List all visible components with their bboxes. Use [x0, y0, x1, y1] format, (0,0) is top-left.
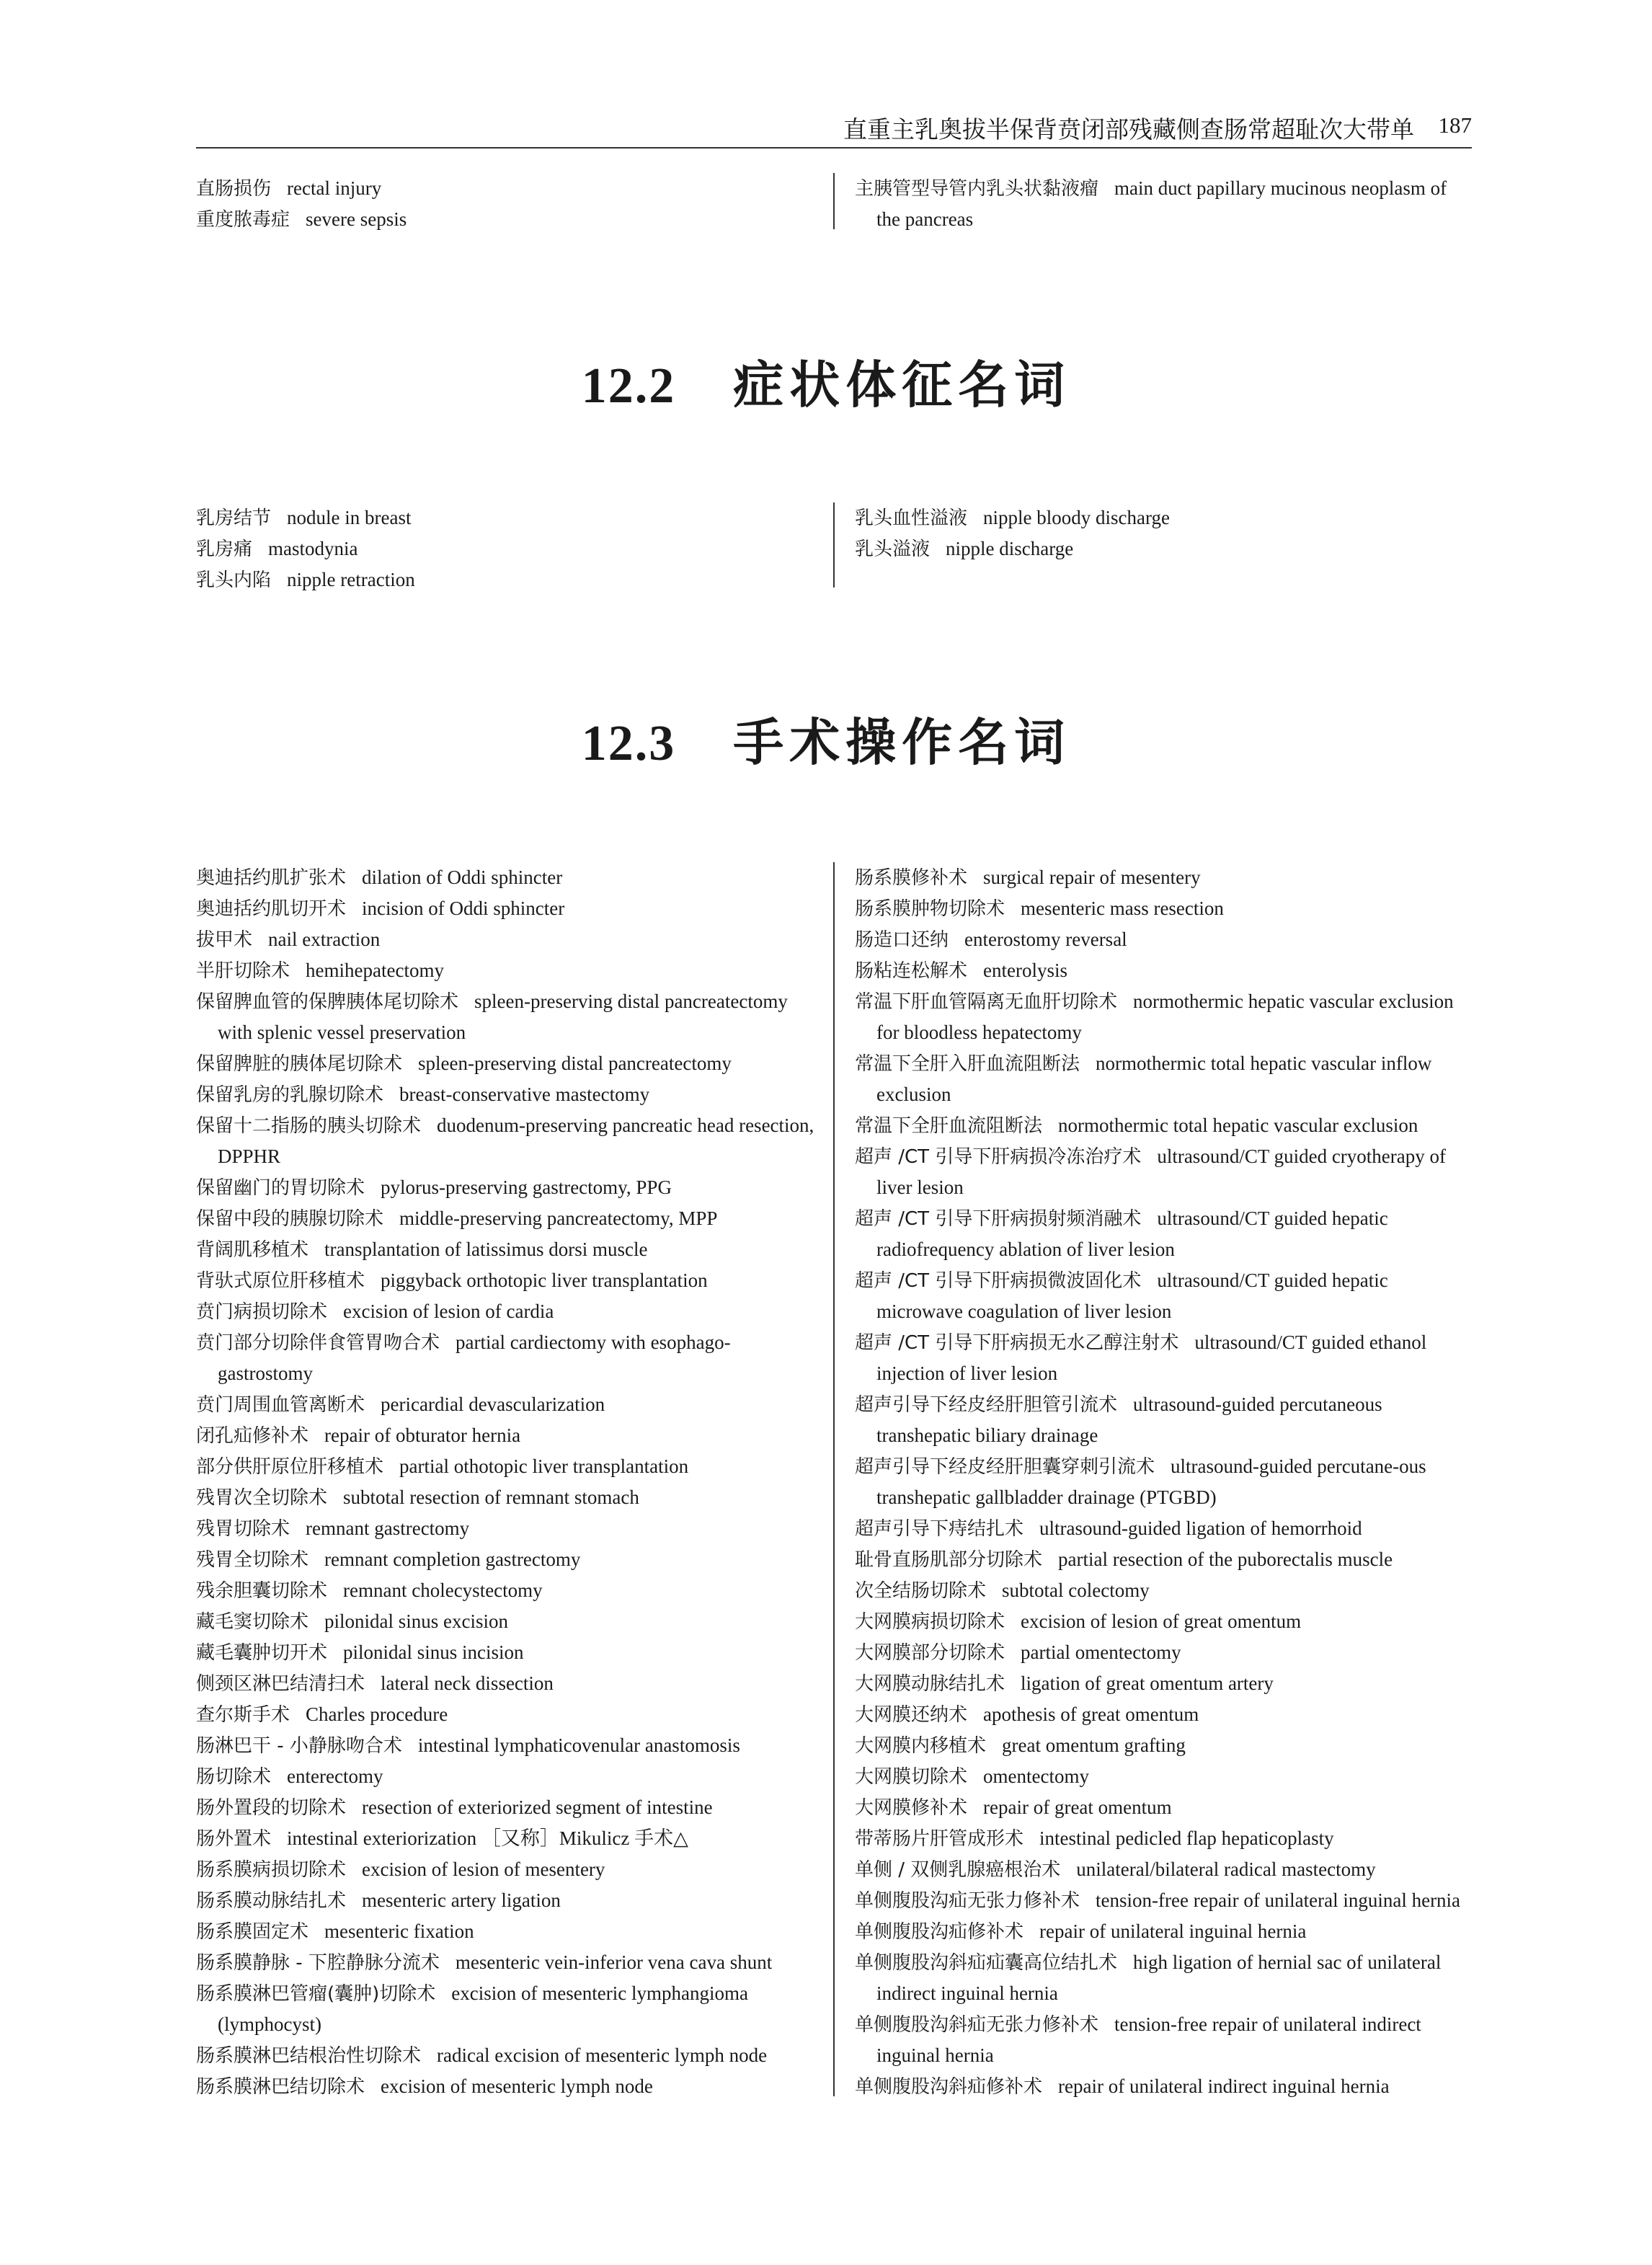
term-chinese: 闭孔疝修补术: [196, 1425, 309, 1447]
term-chinese: 肠外置术: [196, 1828, 272, 1850]
term-chinese: 肠淋巴干 - 小静脉吻合术: [196, 1735, 402, 1757]
term-entry: [196, 1327, 816, 1389]
term-chinese: 超声 /CT 引导下肝病损冷冻治疗术: [855, 1146, 1142, 1168]
term-chinese: 耻骨直肠肌部分切除术: [855, 1549, 1043, 1571]
term-english: high ligation of hernial sac of unilateral indirect inguinal hernia: [876, 1951, 1442, 2004]
term-entry: [196, 1575, 816, 1606]
section-12-3-right-column: [833, 862, 1472, 2096]
term-english: ultrasound-guided ligation of hemorrhoid: [1039, 1517, 1362, 1539]
term-entry: [196, 1761, 816, 1792]
term-chinese: 常温下肝血管隔离无血肝切除术: [855, 991, 1118, 1013]
term-entry: [855, 1761, 1472, 1792]
term-chinese: 超声引导下经皮经肝胆囊穿刺引流术: [855, 1456, 1155, 1478]
term-entry: [855, 1141, 1472, 1203]
term-entry: [196, 986, 816, 1048]
section-number: 12.3: [581, 716, 676, 771]
term-english: enterostomy reversal: [964, 928, 1127, 950]
term-english: mesenteric artery ligation: [362, 1889, 561, 1911]
term-chinese: 查尔斯手术: [196, 1704, 290, 1726]
term-english: pericardial devascularization: [381, 1393, 605, 1415]
term-chinese: 超声 /CT 引导下肝病损微波固化术: [855, 1270, 1142, 1292]
term-entry: [855, 1730, 1472, 1761]
term-entry: [855, 986, 1472, 1048]
term-chinese: 背驮式原位肝移植术: [196, 1270, 365, 1292]
term-entry: [855, 1389, 1472, 1451]
term-entry: [196, 2040, 816, 2071]
term-entry: [196, 533, 816, 564]
term-entry: [196, 893, 816, 924]
term-english: main duct papillary mucinous neoplasm of the pancreas: [876, 177, 1447, 230]
term-chinese: 超声 /CT 引导下肝病损无水乙醇注射术: [855, 1332, 1179, 1354]
term-english: mesenteric vein-inferior vena cava shunt: [455, 1951, 773, 1973]
term-entry: [855, 1265, 1472, 1327]
term-entry: [196, 1947, 816, 1978]
term-chinese: 超声引导下痔结扎术: [855, 1518, 1024, 1540]
term-english: tension-free repair of unilateral inguinal hernia: [1096, 1889, 1461, 1911]
term-english: repair of obturator hernia: [324, 1424, 521, 1446]
term-chinese: 奥迪括约肌切开术: [196, 898, 347, 920]
term-chinese: 单侧腹股沟疝无张力修补术: [855, 1890, 1080, 1912]
term-chinese: 单侧腹股沟斜疝疝囊高位结扎术: [855, 1952, 1118, 1974]
term-english: repair of unilateral indirect inguinal hernia: [1058, 2075, 1390, 2097]
term-entry: [855, 1544, 1472, 1575]
term-entry: [196, 1885, 816, 1916]
term-chinese: 肠系膜动脉结扎术: [196, 1890, 347, 1912]
term-english: partial resection of the puborectalis muscle: [1058, 1548, 1393, 1570]
term-entry: [855, 1854, 1472, 1885]
term-chinese: 常温下全肝血流阻断法: [855, 1115, 1043, 1137]
term-chinese: 肠系膜固定术: [196, 1921, 309, 1943]
term-english: ultrasound-guided percutaneous transhepatic biliary drainage: [876, 1393, 1382, 1446]
term-entry: [855, 1668, 1472, 1699]
term-english: spleen-preserving distal pancreatectomy: [418, 1052, 732, 1074]
term-english: hemihepatectomy: [306, 959, 444, 981]
section-12-3-heading: [0, 702, 1652, 775]
term-entry: [196, 204, 816, 235]
term-entry: [196, 1978, 816, 2040]
term-entry: [196, 1544, 816, 1575]
term-entry: [855, 1606, 1472, 1637]
term-english: enterolysis: [983, 959, 1067, 981]
term-english: lateral neck dissection: [381, 1672, 554, 1694]
term-english: resection of exteriorized segment of intestine: [362, 1796, 713, 1818]
term-entry: [196, 1420, 816, 1451]
term-entry: [196, 1637, 816, 1668]
term-english: great omentum grafting: [1002, 1734, 1186, 1756]
term-english: incision of Oddi sphincter: [362, 897, 565, 919]
running-header-title: 直重主乳奥拔半保背贲闭部残藏侧查肠常超耻次大带单: [843, 115, 1414, 143]
term-entry: [196, 955, 816, 986]
term-english: pilonidal sinus excision: [324, 1610, 508, 1632]
term-english: subtotal resection of remnant stomach: [343, 1486, 639, 1508]
term-chinese: 常温下全肝入肝血流阻断法: [855, 1053, 1080, 1075]
term-english: mesenteric fixation: [324, 1920, 474, 1942]
term-chinese: 残胃切除术: [196, 1518, 290, 1540]
term-entry: [855, 862, 1472, 893]
term-english: middle-preserving pancreatectomy, MPP: [399, 1207, 718, 1229]
term-chinese: 超声引导下经皮经肝胆管引流术: [855, 1394, 1118, 1416]
term-entry: [196, 924, 816, 955]
term-entry: [855, 1947, 1472, 2009]
term-english: intestinal lymphaticovenular anastomosis: [417, 1734, 740, 1756]
term-entry: [855, 173, 1472, 235]
term-entry: [855, 2071, 1472, 2102]
term-english: remnant gastrectomy: [306, 1517, 470, 1539]
term-chinese: 贲门周围血管离断术: [196, 1394, 365, 1416]
term-chinese: 单侧 / 双侧乳腺癌根治术: [855, 1859, 1061, 1881]
term-english: remnant cholecystectomy: [343, 1579, 543, 1601]
term-entry: [196, 1265, 816, 1296]
term-english: nipple discharge: [946, 538, 1074, 559]
top-block-right-column: [833, 173, 1472, 229]
term-chinese: 肠系膜淋巴结根治性切除术: [196, 2045, 422, 2067]
term-chinese: 肠系膜静脉 - 下腔静脉分流术: [196, 1952, 440, 1974]
term-entry: [196, 1172, 816, 1203]
term-chinese: 保留脾脏的胰体尾切除术: [196, 1053, 403, 1075]
term-english: partial omentectomy: [1021, 1641, 1181, 1663]
term-entry: [855, 955, 1472, 986]
term-english: ultrasound/CT guided hepatic microwave coagulation of liver lesion: [876, 1269, 1388, 1322]
term-chinese: 奥迪括约肌扩张术: [196, 867, 347, 889]
term-english: rectal injury: [287, 177, 382, 199]
term-chinese: 肠系膜淋巴管瘤(囊肿)切除术: [196, 1983, 436, 2005]
term-english: spleen-preserving distal pancreatectomy with splenic vessel preservation: [218, 990, 788, 1043]
term-entry: [196, 1606, 816, 1637]
term-entry: [855, 502, 1472, 533]
term-chinese: 侧颈区淋巴结清扫术: [196, 1673, 365, 1695]
term-entry: [855, 1203, 1472, 1265]
term-english: surgical repair of mesentery: [983, 866, 1201, 888]
term-entry: [855, 1792, 1472, 1823]
term-entry: [196, 1203, 816, 1234]
term-chinese: 部分供肝原位肝移植术: [196, 1456, 384, 1478]
term-entry: [855, 1885, 1472, 1916]
term-english: dilation of Oddi sphincter: [362, 866, 563, 888]
term-entry: [196, 502, 816, 533]
term-chinese: 保留乳房的乳腺切除术: [196, 1084, 384, 1106]
term-entry: [855, 1513, 1472, 1544]
term-english: enterectomy: [287, 1765, 383, 1787]
term-chinese: 肠切除术: [196, 1766, 272, 1788]
term-entry: [855, 924, 1472, 955]
term-english: apothesis of great omentum: [983, 1703, 1199, 1725]
term-chinese: 乳房结节: [196, 507, 272, 529]
term-chinese: 超声 /CT 引导下肝病损射频消融术: [855, 1208, 1142, 1230]
term-entry: [196, 1048, 816, 1079]
term-chinese: 肠粘连松解术: [855, 960, 968, 982]
term-chinese: 半肝切除术: [196, 960, 290, 982]
term-english: ultrasound/CT guided ethanol injection of liver lesion: [876, 1331, 1427, 1384]
term-chinese: 大网膜内移植术: [855, 1735, 987, 1757]
term-entry: [196, 2071, 816, 2102]
term-chinese: 残胃全切除术: [196, 1549, 309, 1571]
term-chinese: 保留十二指肠的胰头切除术: [196, 1115, 422, 1137]
term-entry: [196, 1823, 816, 1854]
term-entry: [196, 1296, 816, 1327]
term-english: excision of lesion of mesentery: [362, 1858, 605, 1880]
term-english: mastodynia: [268, 538, 358, 559]
running-header: [196, 107, 1472, 149]
term-entry: [196, 173, 816, 204]
term-english: omentectomy: [983, 1765, 1089, 1787]
term-chinese: 乳房痛: [196, 538, 253, 560]
term-english: ligation of great omentum artery: [1021, 1672, 1274, 1694]
term-entry: [196, 1854, 816, 1885]
term-english: normothermic total hepatic vascular inflow exclusion: [876, 1052, 1432, 1105]
term-chinese: 肠系膜病损切除术: [196, 1859, 347, 1881]
term-chinese: 贲门病损切除术: [196, 1301, 328, 1323]
term-english: ultrasound/CT guided cryotherapy of liver lesion: [876, 1145, 1446, 1198]
term-chinese: 肠系膜修补术: [855, 867, 968, 889]
term-chinese: 重度脓毒症: [196, 209, 290, 231]
term-chinese: 大网膜修补术: [855, 1797, 968, 1819]
term-english: duodenum-preserving pancreatic head resection, DPPHR: [218, 1114, 814, 1167]
term-english: severe sepsis: [306, 208, 407, 230]
term-english: breast-conservative mastectomy: [399, 1083, 650, 1105]
term-chinese: 大网膜部分切除术: [855, 1642, 1005, 1664]
term-entry: [196, 1482, 816, 1513]
section-title: 手术操作名词: [733, 712, 1071, 772]
term-english: radical excision of mesenteric lymph node: [437, 2044, 768, 2066]
page-number: 187: [1438, 112, 1472, 138]
term-english: intestinal exteriorization ［又称］Mikulicz 手术△: [287, 1827, 688, 1849]
term-english: transplantation of latissimus dorsi muscle: [324, 1238, 648, 1260]
term-english: partial cardiectomy with esophago-gastrostomy: [218, 1331, 731, 1384]
term-chinese: 肠造口还纳: [855, 929, 949, 951]
term-entry: [855, 893, 1472, 924]
section-12-2-right-column: [833, 502, 1472, 588]
term-chinese: 乳头血性溢液: [855, 507, 968, 529]
term-chinese: 肠外置段的切除术: [196, 1797, 347, 1819]
term-chinese: 直肠损伤: [196, 178, 272, 200]
term-chinese: 次全结肠切除术: [855, 1580, 987, 1602]
term-entry: [855, 533, 1472, 564]
term-entry: [196, 1451, 816, 1482]
term-english: piggyback orthotopic liver transplantation: [381, 1269, 708, 1291]
term-chinese: 乳头溢液: [855, 538, 931, 560]
section-12-2-left-column: [196, 502, 816, 595]
term-chinese: 藏毛囊肿切开术: [196, 1642, 328, 1664]
section-12-2-heading: [0, 345, 1652, 417]
term-entry: [855, 1575, 1472, 1606]
term-english: pylorus-preserving gastrectomy, PPG: [381, 1176, 672, 1198]
term-chinese: 保留脾血管的保脾胰体尾切除术: [196, 991, 459, 1013]
term-entry: [855, 1916, 1472, 1947]
term-english: excision of lesion of cardia: [343, 1300, 554, 1322]
term-entry: [196, 1110, 816, 1172]
term-english: ultrasound-guided percutane-ous transhepatic gallbladder drainage (PTGBD): [876, 1455, 1426, 1508]
term-english: Charles procedure: [306, 1703, 448, 1725]
term-chinese: 带蒂肠片肝管成形术: [855, 1828, 1024, 1850]
term-english: excision of mesenteric lymphangioma (lymphocyst): [218, 1982, 748, 2035]
term-english: nail extraction: [268, 928, 381, 950]
term-english: excision of mesenteric lymph node: [381, 2075, 653, 2097]
term-english: normothermic hepatic vascular exclusion for bloodless hepatectomy: [876, 990, 1454, 1043]
term-chinese: 乳头内陷: [196, 569, 272, 591]
term-english: unilateral/bilateral radical mastectomy: [1076, 1858, 1376, 1880]
term-english: repair of great omentum: [983, 1796, 1172, 1818]
term-entry: [196, 1668, 816, 1699]
term-entry: [855, 1823, 1472, 1854]
section-12-3-left-column: [196, 862, 816, 2102]
term-chinese: 肠系膜肿物切除术: [855, 898, 1005, 920]
term-chinese: 藏毛窦切除术: [196, 1611, 309, 1633]
term-entry: [196, 1513, 816, 1544]
term-entry: [855, 1327, 1472, 1389]
term-chinese: 单侧腹股沟斜疝无张力修补术: [855, 2014, 1099, 2036]
term-entry: [196, 1699, 816, 1730]
section-title: 症状体征名词: [733, 355, 1071, 415]
term-english: ultrasound/CT guided hepatic radiofrequency ablation of liver lesion: [876, 1207, 1388, 1260]
term-english: intestinal pedicled flap hepaticoplasty: [1039, 1827, 1334, 1849]
term-entry: [855, 1451, 1472, 1513]
term-english: pilonidal sinus incision: [343, 1641, 524, 1663]
section-number: 12.2: [581, 358, 676, 414]
term-entry: [855, 1637, 1472, 1668]
term-chinese: 单侧腹股沟斜疝修补术: [855, 2076, 1043, 2098]
term-english: tension-free repair of unilateral indirect inguinal hernia: [876, 2013, 1421, 2066]
term-chinese: 大网膜动脉结扎术: [855, 1673, 1005, 1695]
term-entry: [196, 1389, 816, 1420]
term-chinese: 主胰管型导管内乳头状黏液瘤: [855, 178, 1099, 200]
term-english: repair of unilateral inguinal hernia: [1039, 1920, 1307, 1942]
term-entry: [196, 1730, 816, 1761]
term-chinese: 肠系膜淋巴结切除术: [196, 2076, 365, 2098]
term-entry: [855, 1699, 1472, 1730]
term-english: mesenteric mass resection: [1021, 897, 1224, 919]
term-entry: [196, 1079, 816, 1110]
term-english: nipple retraction: [287, 569, 415, 590]
term-english: excision of lesion of great omentum: [1021, 1610, 1302, 1632]
term-entry: [855, 1110, 1472, 1141]
term-chinese: 保留幽门的胃切除术: [196, 1177, 365, 1199]
term-chinese: 保留中段的胰腺切除术: [196, 1208, 384, 1230]
term-chinese: 背阔肌移植术: [196, 1239, 309, 1261]
term-entry: [196, 1792, 816, 1823]
term-chinese: 贲门部分切除伴食管胃吻合术: [196, 1332, 440, 1354]
term-chinese: 残余胆囊切除术: [196, 1580, 328, 1602]
term-english: nodule in breast: [287, 507, 412, 528]
term-english: remnant completion gastrectomy: [324, 1548, 581, 1570]
term-chinese: 大网膜病损切除术: [855, 1611, 1005, 1633]
term-english: subtotal colectomy: [1002, 1579, 1150, 1601]
top-block-left-column: [196, 173, 816, 235]
term-entry: [196, 564, 816, 595]
term-chinese: 大网膜还纳术: [855, 1704, 968, 1726]
term-chinese: 残胃次全切除术: [196, 1487, 328, 1509]
term-chinese: 单侧腹股沟疝修补术: [855, 1921, 1024, 1943]
term-english: nipple bloody discharge: [983, 507, 1170, 528]
term-chinese: 拔甲术: [196, 929, 253, 951]
term-entry: [196, 862, 816, 893]
term-entry: [855, 2009, 1472, 2071]
term-entry: [855, 1048, 1472, 1110]
term-english: normothermic total hepatic vascular exclusion: [1058, 1114, 1418, 1136]
term-entry: [196, 1916, 816, 1947]
term-chinese: 大网膜切除术: [855, 1766, 968, 1788]
term-english: partial othotopic liver transplantation: [399, 1455, 689, 1477]
term-entry: [196, 1234, 816, 1265]
